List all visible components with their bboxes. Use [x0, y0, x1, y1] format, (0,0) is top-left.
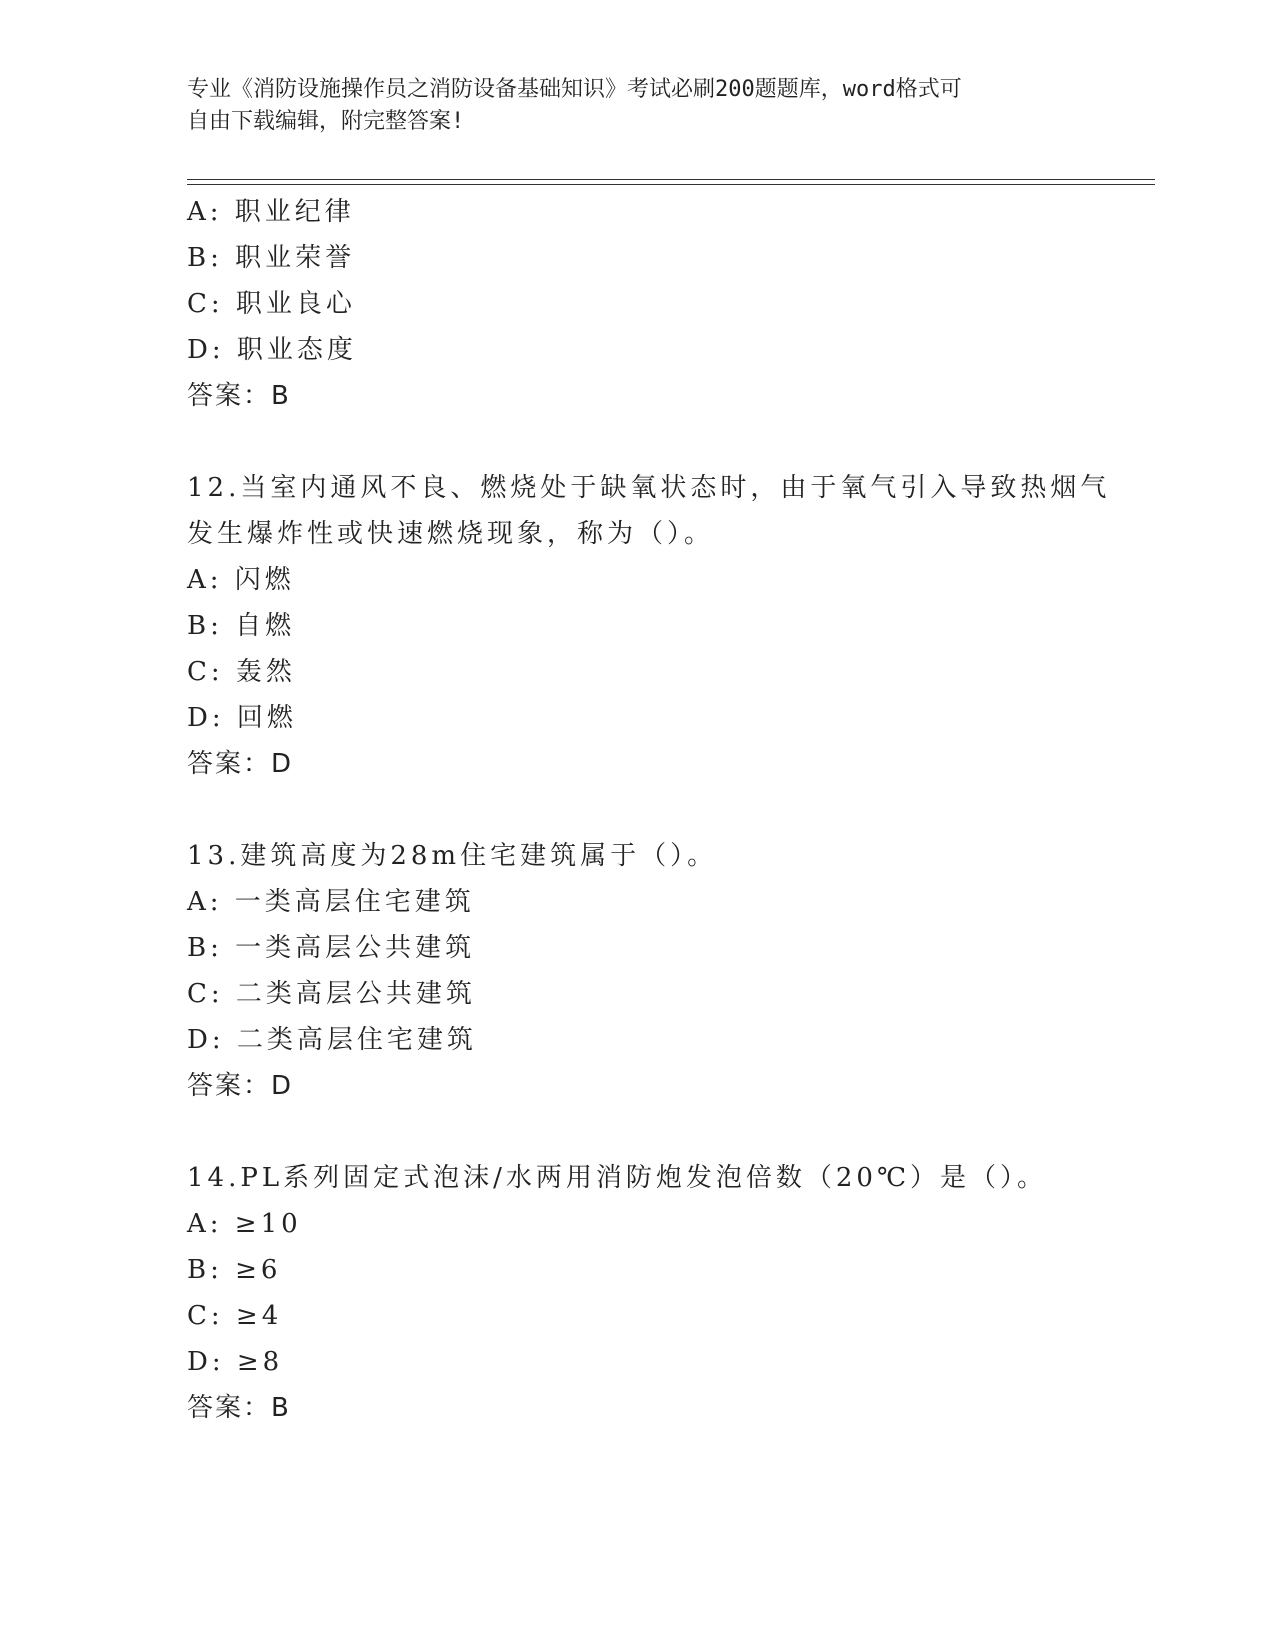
- question-stem-line: 12.当室内通风不良、燃烧处于缺氧状态时，由于氧气引入导致热烟气: [187, 473, 1111, 503]
- option-b: B: 一类高层公共建筑: [187, 933, 476, 963]
- option-a: A: 闪燃: [187, 565, 295, 595]
- spacer: [187, 419, 1137, 465]
- question-stem-line: 14.PL系列固定式泡沫/水两用消防炮发泡倍数（20℃）是（）。: [187, 1163, 1048, 1193]
- document-body: [187, 189, 1137, 1431]
- question-stem-line: 发生爆炸性或快速燃烧现象，称为（）。: [187, 519, 715, 549]
- option-c: C: 轰然: [187, 657, 296, 687]
- option-d: D: ≥8: [187, 1347, 284, 1377]
- header-divider-top: [187, 179, 1155, 180]
- option-a: A: ≥10: [187, 1209, 302, 1239]
- header-line-2: 自由下载编辑，附完整答案!: [187, 109, 465, 134]
- question-11-options: [187, 189, 1137, 419]
- option-b: B: ≥6: [187, 1255, 282, 1285]
- option-a: A: 一类高层住宅建筑: [187, 887, 475, 917]
- option-b: B: 自燃: [187, 611, 296, 641]
- question-12: [187, 465, 1137, 787]
- header-line-1: 专业《消防设施操作员之消防设备基础知识》考试必刷200题题库，word格式可: [187, 77, 962, 102]
- document-header: [187, 74, 1067, 138]
- option-d: D: 回燃: [187, 703, 297, 733]
- question-14: [187, 1155, 1137, 1431]
- spacer: [187, 787, 1137, 833]
- spacer: [187, 1109, 1137, 1155]
- option-c: C: 二类高层公共建筑: [187, 979, 476, 1009]
- answer-line: 答案：B: [187, 381, 291, 411]
- question-13: [187, 833, 1137, 1109]
- header-divider-bottom: [187, 184, 1155, 185]
- option-b: B: 职业荣誉: [187, 243, 356, 273]
- answer-line: 答案：D: [187, 1071, 294, 1101]
- option-a: A: 职业纪律: [187, 197, 355, 227]
- option-c: C: 职业良心: [187, 289, 356, 319]
- answer-line: 答案：B: [187, 1393, 291, 1423]
- option-d: D: 职业态度: [187, 335, 357, 365]
- question-stem-line: 13.建筑高度为28m住宅建筑属于（）。: [187, 841, 718, 871]
- answer-line: 答案：D: [187, 749, 294, 779]
- option-d: D: 二类高层住宅建筑: [187, 1025, 477, 1055]
- option-c: C: ≥4: [187, 1301, 283, 1331]
